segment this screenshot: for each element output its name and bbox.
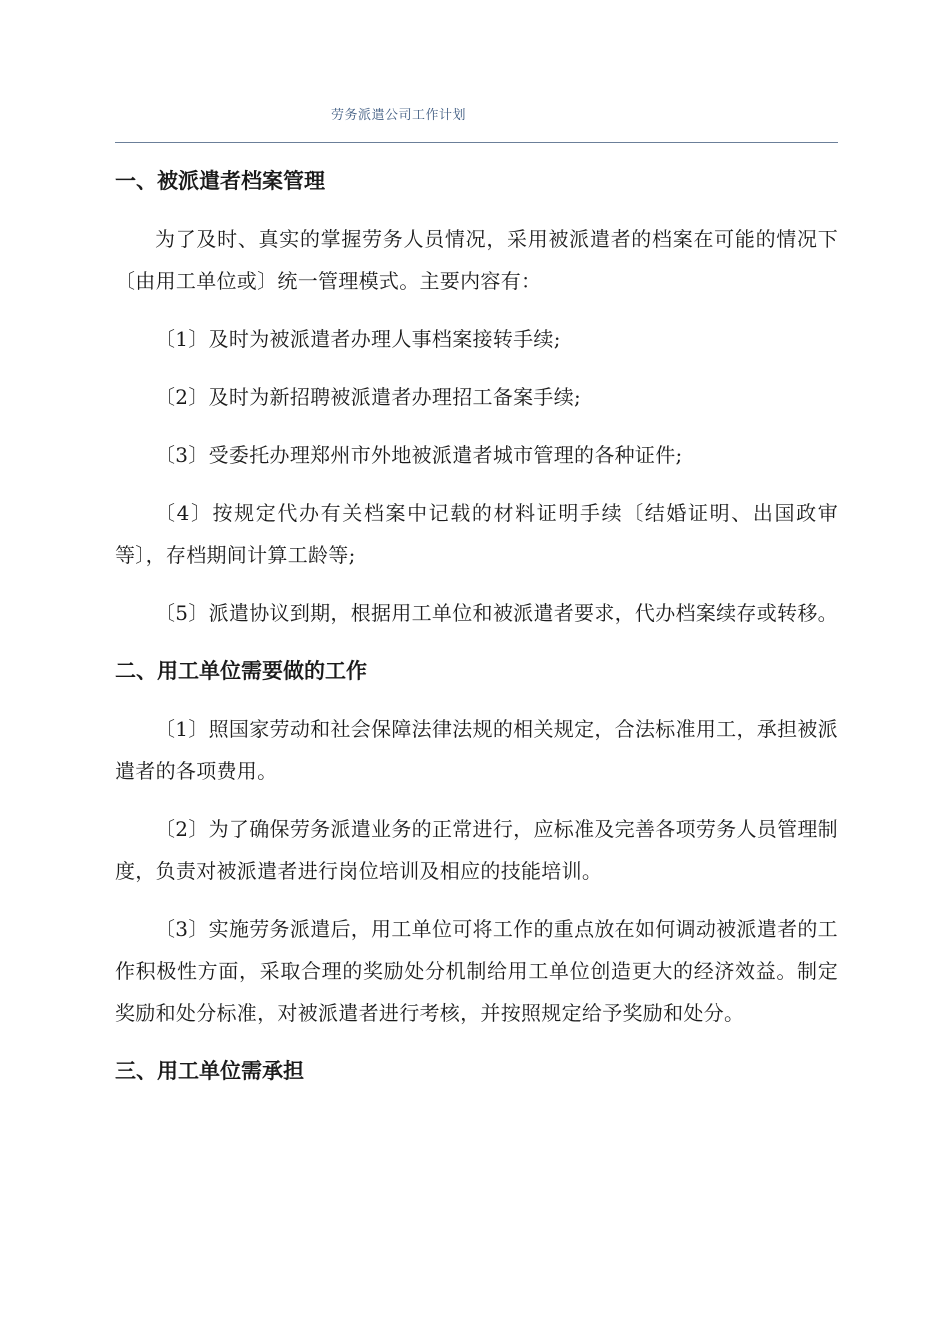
list-item: 〔2〕为了确保劳务派遣业务的正常进行，应标准及完善各项劳务人员管理制度，负责对被派遣者进行岗位培训及相应的技能培训。 xyxy=(115,817,838,883)
paragraph: 为了及时、真实的掌握劳务人员情况，采用被派遣者的档案在可能的情况下〔由用工单位或〕统一管理模式。主要内容有： xyxy=(115,227,838,293)
list-item: 〔5〕派遣协议到期，根据用工单位和被派遣者要求，代办档案续存或转移。 xyxy=(155,601,838,625)
list-item: 〔2〕及时为新招聘被派遣者办理招工备案手续; xyxy=(155,385,582,409)
document-header-title: 劳务派遣公司工作计划 xyxy=(331,108,467,123)
list-item: 〔3〕实施劳务派遣后，用工单位可将工作的重点放在如何调动被派遣者的工作积极性方面，采取合理的奖励处分机制给用工单位创造更大的经济效益。制定奖励和处分标准，对被派遣者进行考核，并按照规定给予奖励和处分。 xyxy=(115,917,838,1025)
section-heading: 三、用工单位需承担 xyxy=(115,1059,304,1083)
section-heading: 一、被派遣者档案管理 xyxy=(115,169,325,193)
section-heading: 二、用工单位需要做的工作 xyxy=(115,659,367,683)
list-item: 〔4〕按规定代办有关档案中记载的材料证明手续〔结婚证明、出国政审等〕，存档期间计算工龄等; xyxy=(115,501,838,567)
list-item: 〔3〕受委托办理郑州市外地被派遣者城市管理的各种证件; xyxy=(155,443,683,467)
document-body xyxy=(115,160,838,1092)
list-item: 〔1〕照国家劳动和社会保障法律法规的相关规定，合法标准用工，承担被派遣者的各项费用。 xyxy=(115,717,838,783)
header-divider xyxy=(115,142,838,143)
list-item: 〔1〕及时为被派遣者办理人事档案接转手续; xyxy=(155,327,561,351)
